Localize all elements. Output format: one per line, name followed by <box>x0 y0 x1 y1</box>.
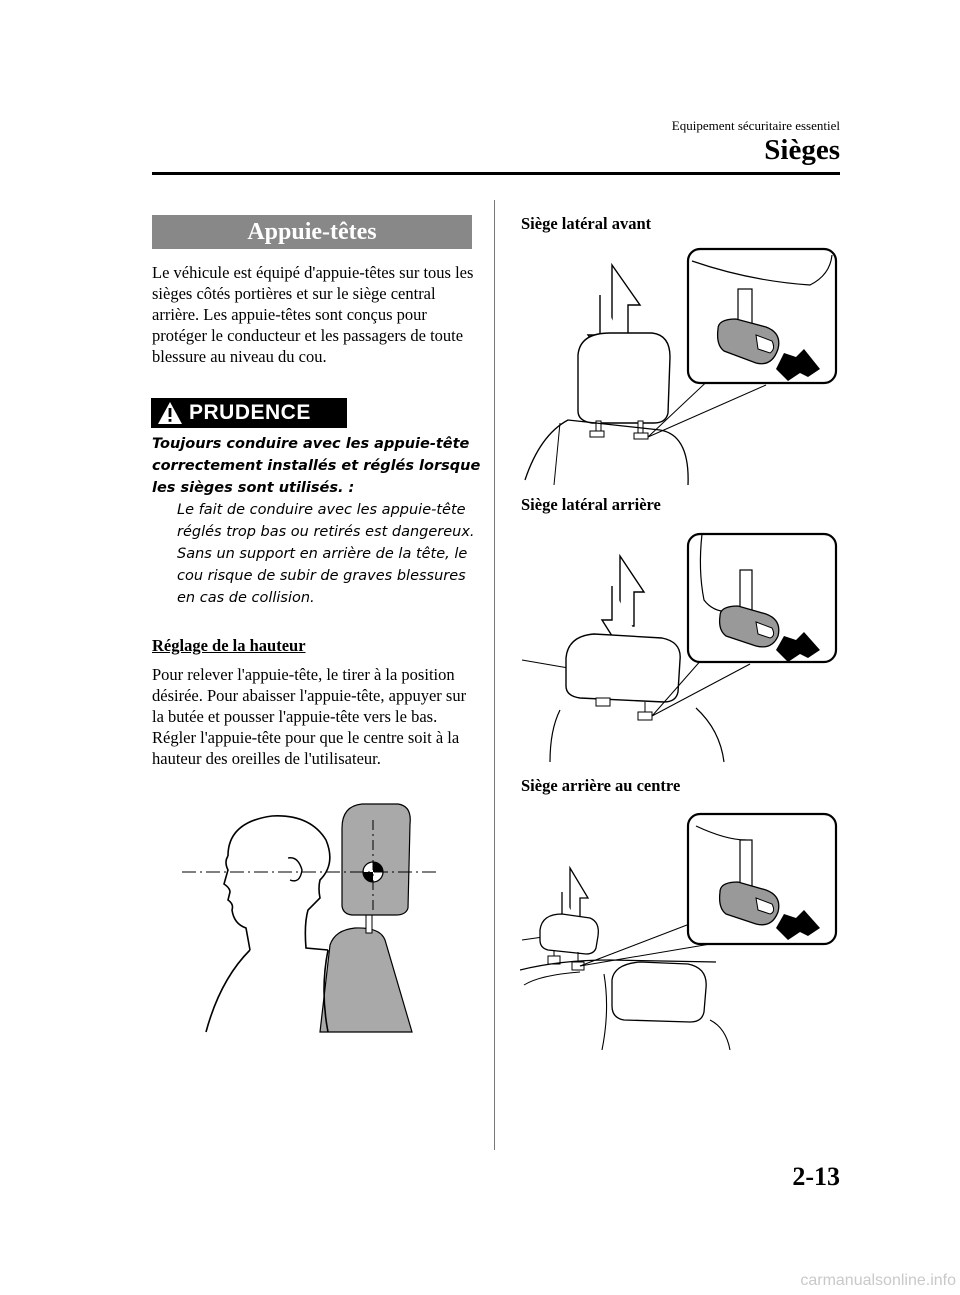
intro-paragraph: Le véhicule est équipé d'appuie-têtes sur tous les sièges côtés portières et sur le siège central arrière. Les appuie-têtes sont conçus pour protéger le conducteur et les passagers de toute blessure au niveau du cou. <box>152 263 474 366</box>
column-divider <box>494 200 495 1150</box>
chapter-title: Equipement sécuritaire essentiel <box>671 118 840 133</box>
section-banner: Appuie-têtes <box>152 215 472 249</box>
header-rule <box>152 172 840 175</box>
head-position-illustration <box>180 800 445 1040</box>
caution-label: PRUDENCE <box>189 401 311 424</box>
section-title: Sièges <box>764 134 840 166</box>
caution-badge <box>151 398 347 428</box>
page-number: 2-13 <box>792 1162 840 1191</box>
site-watermark: carmanualsonline.info <box>800 1272 956 1289</box>
front-outboard-illustration <box>520 245 840 485</box>
figure-caption-front-outboard: Siège latéral avant <box>521 214 652 233</box>
rear-outboard-illustration <box>520 530 840 765</box>
rear-center-illustration <box>520 810 840 1050</box>
figure-caption-rear-outboard: Siège latéral arrière <box>521 495 661 514</box>
caution-body-text: Le fait de conduire avec les appuie-tête réglés trop bas ou retirés est dangereux. Sans un support en arrière de la tête, le cou risque de subir de graves blessures en cas de collision. <box>177 502 475 606</box>
warning-triangle-icon <box>157 401 183 425</box>
caution-bold-text: Toujours conduire avec les appuie-tête correctement installés et réglés lorsque les sièges sont utilisés. : <box>152 436 481 496</box>
figure-caption-rear-center: Siège arrière au centre <box>521 776 681 795</box>
height-adjust-paragraph: Pour relever l'appuie-tête, le tirer à la position désirée. Pour abaisser l'appuie-tête, appuyer sur la butée et pousser l'appuie-tête vers le bas. Régler l'appuie-tête pour que le centre soit à la hauteur des oreilles de l'utilisateur. <box>152 665 467 768</box>
height-adjust-heading: Réglage de la hauteur <box>152 636 306 655</box>
